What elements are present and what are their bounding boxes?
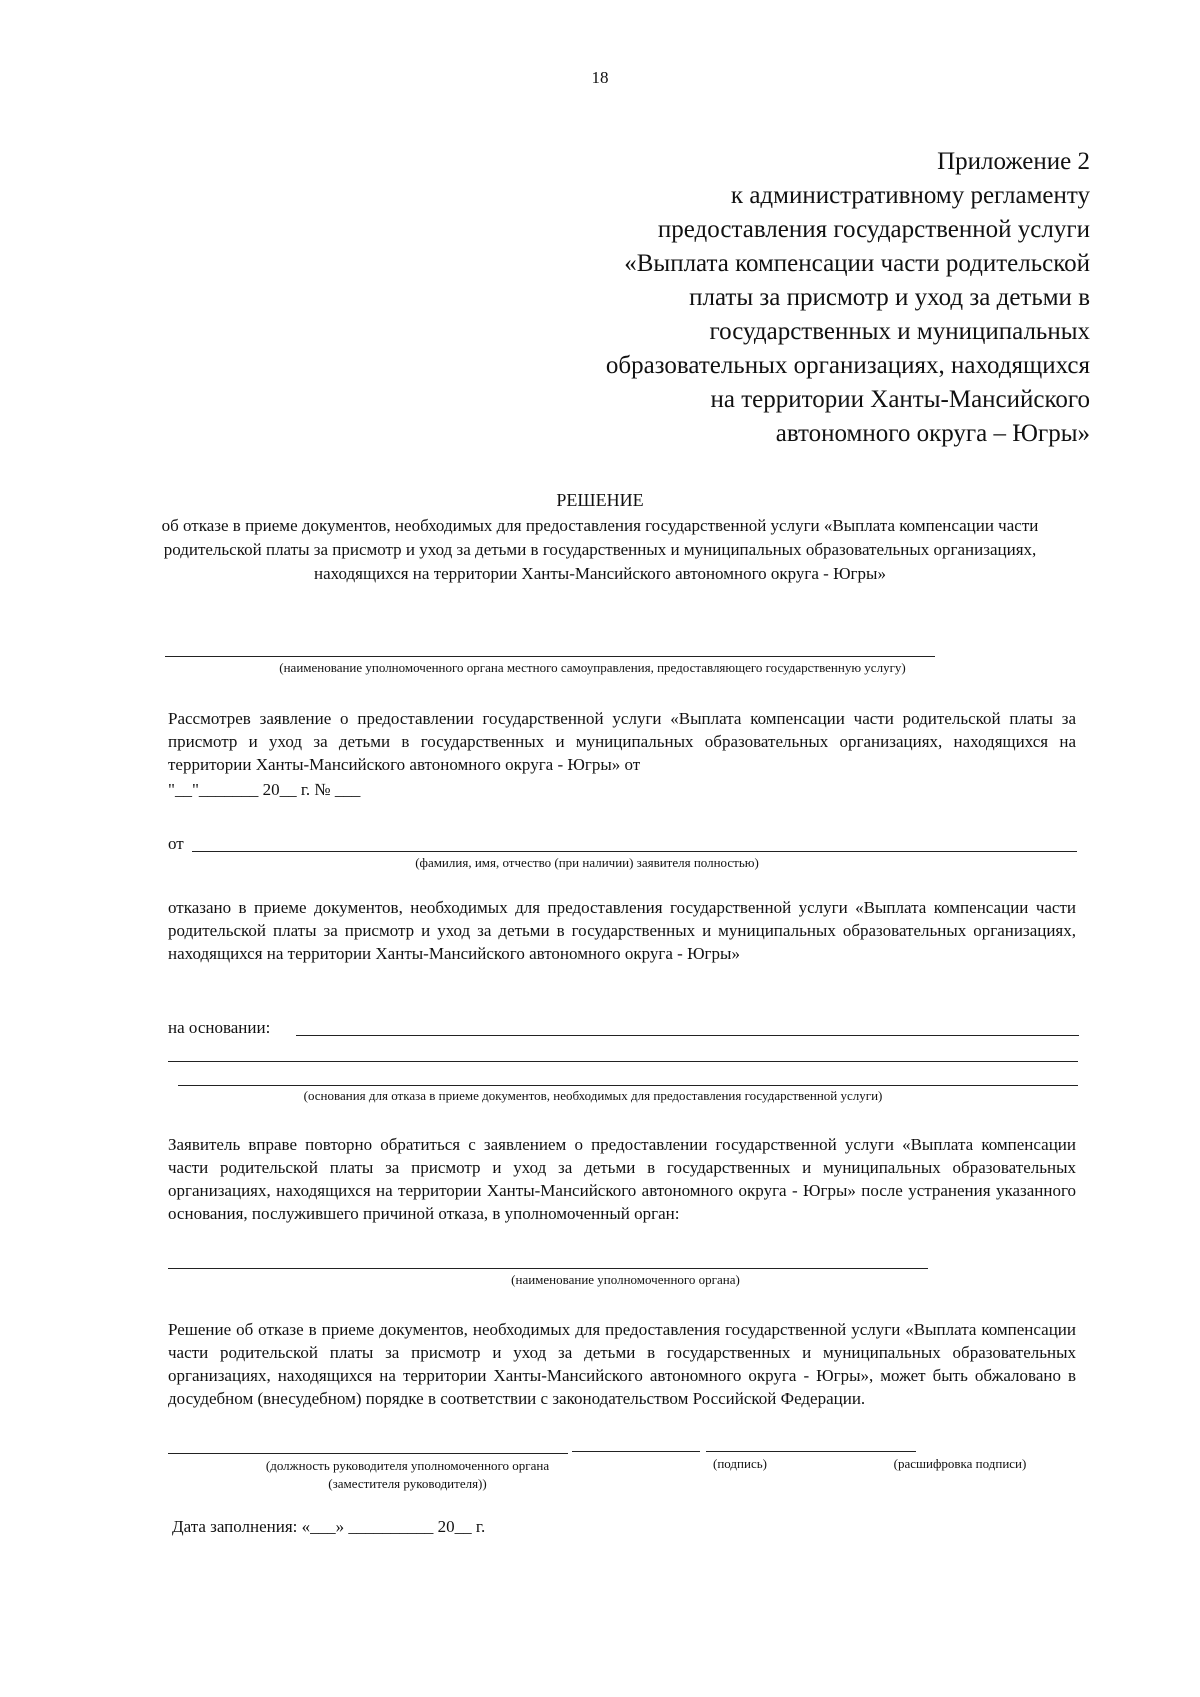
- date-number-line: "__"_______ 20__ г. № ___: [168, 780, 361, 799]
- paragraph-considered: Рассмотрев заявление о предоставлении государственной услуги «Выплата компенсации части родительской платы за присмотр и уход за детьми в государственных и муниципальных образовательных организациях, находящихся на территории Ханты-Мансийского автономного округа - Югры» от: [168, 709, 1076, 774]
- appendix-header: [470, 145, 1090, 451]
- appendix-line: предоставления государственной услуги: [657, 216, 1090, 243]
- decision-title: РЕШЕНИЕ: [556, 490, 644, 510]
- applicant-caption: (фамилия, имя, отчество (при наличии) заявителя полностью): [415, 855, 759, 870]
- fill-date: Дата заполнения: «___» __________ 20__ г.: [172, 1517, 486, 1536]
- applicant-name-line: [192, 851, 1077, 852]
- signature-decode-line: [706, 1451, 916, 1452]
- basis-line-3: [178, 1085, 1078, 1086]
- decision-subtitle: об отказе в приеме документов, необходимых для предоставления государственной услуги «Выплата компенсации части родительской платы за присмотр и уход за детьми в государственных и муниципальных образовательных организациях, находящихся на территории Ханты-Мансийского автономного округа - Югры»: [161, 516, 1039, 583]
- appendix-line: к административному регламенту: [730, 182, 1090, 209]
- paragraph-appeal: Решение об отказе в приеме документов, необходимых для предоставления государственной услуги «Выплата компенсации части родительской платы за присмотр и уход за детьми в государственных и муниципальных образовательных организациях, находящихся на территории Ханты-Мансийского автономного округа - Югры», может быть обжаловано в досудебном (внесудебном) порядке в соответствии с законодательством Российской Федерации.: [168, 1320, 1076, 1408]
- appendix-line: на территории Ханты-Мансийского: [710, 386, 1090, 413]
- signature-decode-caption: (расшифровка подписи): [893, 1456, 1027, 1471]
- page-number: 18: [591, 68, 609, 87]
- authority-name-line: [165, 656, 935, 657]
- paragraph-reapply: Заявитель вправе повторно обратиться с заявлением о предоставлении государственной услуги «Выплата компенсации части родительской платы за присмотр и уход за детьми в государственных и муниципальных образовательных организациях, находящихся на территории Ханты-Мансийского автономного округа - Югры» после устранения указанного основания, послужившего причиной отказа, в уполномоченный орган:: [168, 1135, 1076, 1223]
- authority-caption: (наименование уполномоченного органа местного самоуправления, предоставляющего государственную услугу): [279, 660, 906, 675]
- organ-caption: (наименование уполномоченного органа): [511, 1272, 740, 1287]
- appendix-line: платы за присмотр и уход за детьми в: [689, 284, 1090, 311]
- organ-name-line: [168, 1268, 928, 1269]
- appendix-line: Приложение 2: [937, 148, 1090, 175]
- from-label: от: [168, 834, 184, 853]
- paragraph-refused: отказано в приеме документов, необходимых для предоставления государственной услуги «Выплата компенсации части родительской платы за присмотр и уход за детьми в государственных и муниципальных образовательных организациях, находящихся на территории Ханты-Мансийского автономного округа - Югры»: [168, 898, 1076, 963]
- basis-caption: (основания для отказа в приеме документов, необходимых для предоставления государственной услуги): [303, 1088, 883, 1103]
- appendix-line: государственных и муниципальных: [709, 318, 1090, 345]
- basis-line-2: [168, 1061, 1078, 1062]
- signature-line: [572, 1451, 700, 1452]
- appendix-line: автономного округа – Югры»: [775, 420, 1090, 447]
- basis-label: на основании:: [168, 1018, 271, 1037]
- basis-line-1: [296, 1035, 1079, 1036]
- position-caption: (должность руководителя уполномоченного органа (заместителя руководителя)): [265, 1458, 550, 1491]
- signature-caption: (подпись): [713, 1456, 767, 1471]
- position-line: [168, 1453, 568, 1454]
- appendix-line: «Выплата компенсации части родительской: [624, 250, 1090, 277]
- appendix-line: образовательных организациях, находящихся: [605, 352, 1090, 379]
